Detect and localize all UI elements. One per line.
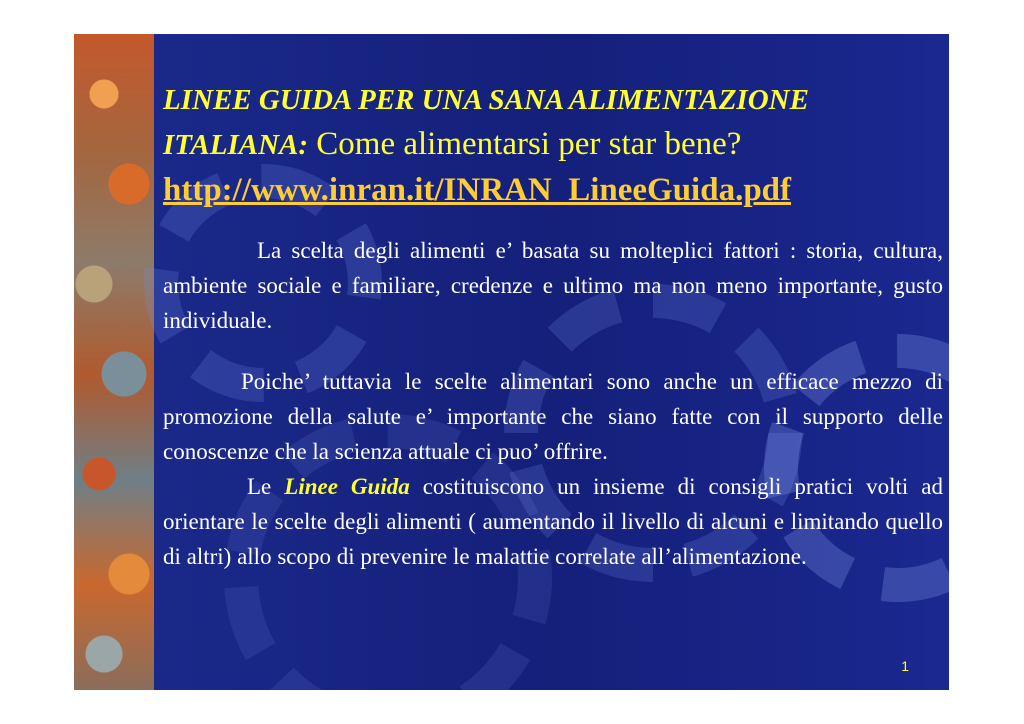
guidelines-pdf-link[interactable]: http://www.inran.it/INRAN_LineeGuida.pdf (163, 172, 792, 208)
title-line-1: LINEE GUIDA PER UNA SANA ALIMENTAZIONE (163, 84, 809, 116)
paragraph-food-choice-factors (163, 233, 943, 338)
paragraph-3-text: costituiscono un insieme di consigli pratici volti ad orientare le scelte degli alimenti ( aumentando il livello di alcuni e limitando quello di altri) allo scopo di prevenire le malattie correlate all’alimentazione. (163, 474, 943, 569)
paragraph-health-promotion (163, 364, 943, 469)
slide-subtitle: Come alimentarsi per star bene? (308, 126, 742, 162)
slide-content (163, 78, 943, 574)
page-number: 1 (901, 658, 909, 674)
linee-guida-highlight: Linee Guida (284, 474, 410, 499)
decorative-gear-strip (74, 34, 154, 690)
paragraph-2-text: Poiche’ tuttavia le scelte alimentari sono anche un efficace mezzo di promozione della salute e’ importante che siano fatte con il supporto delle conoscenze che la scienza attuale ci puo’ offrire. (163, 369, 943, 464)
slide-title (163, 78, 943, 167)
paragraph-1-text: La scelta degli alimenti e’ basata su molteplici fattori : storia, cultura, ambiente sociale e familiare, credenze e ultimo ma non meno importante, gusto individuale. (163, 238, 943, 333)
paragraph-guidelines-definition (163, 469, 943, 574)
title-line-2-label: ITALIANA: (163, 129, 309, 161)
slide (74, 34, 949, 690)
paragraph-3-prefix: Le (247, 474, 285, 499)
